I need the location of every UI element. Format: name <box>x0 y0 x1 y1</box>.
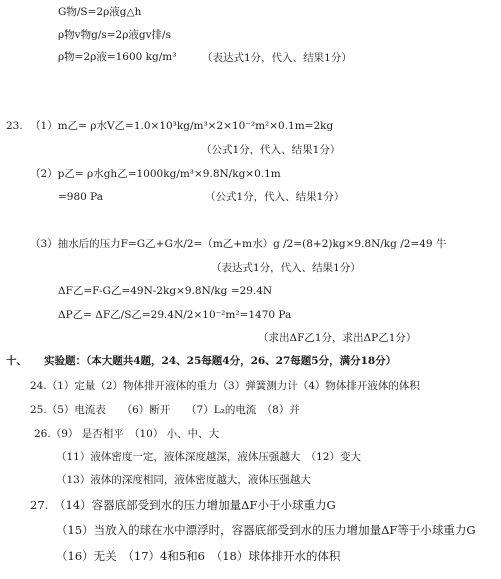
line-3-note: （表达式1分，代入、结果1分） <box>202 52 352 64</box>
line-1: G物/S=2ρ液g△h <box>58 6 142 18</box>
question-23-part-3: （3）抽水后的压力F=G乙+G水/2=（m乙+m水）g /2=(8+2)kg×9.8N/kg /2=49 牛 <box>30 238 447 250</box>
question-23-part-2-result: =980 Pa <box>58 191 104 203</box>
line-3: ρ物=2ρ液=1600 kg/m³ <box>58 51 177 63</box>
question-23-part-3-delta-p: ΔP乙= ΔF乙/S乙=29.4N/2×10⁻²m²=1470 Pa <box>58 309 292 321</box>
section-10-number: 十、 <box>6 355 27 367</box>
question-23-part-3-note: （表达式1分，代入、结果1分） <box>211 262 361 274</box>
question-24: 24.（1）定量（2）物体排开液体的重力（3）弹簧测力计（4）物体排开液体的体积 <box>30 380 420 392</box>
question-23-number: 23. <box>6 120 23 132</box>
line-2: ρ物v物g/s=2ρ液gv排/s <box>58 29 171 41</box>
question-27: 27. （14）容器底部受到水的压力增加量ΔF小于小球重力G <box>30 498 336 512</box>
question-25: 25.（5）电流表 （6）断开 （7）L₂的电流 （8）并 <box>30 404 300 416</box>
question-23-part-1-note: （公式1分，代入、结果1分） <box>201 144 341 156</box>
question-26-part-c: （13）液体的深度相同，液体密度越大，液体压强越大 <box>56 474 311 486</box>
question-26-part-b: （11）液体密度一定，液体深度越深，液体压强越大 （12）变大 <box>56 451 361 463</box>
question-23-part-2-note: （公式1分，代入、结果1分） <box>205 191 345 203</box>
section-10-title: 实验题：（本大题共4题，24、25每题4分，26、27每题5分，满分18分） <box>44 355 397 367</box>
question-26: 26.（9） 是否相平 （10） 小、中、大 <box>34 428 220 440</box>
question-27-part-c: （16）无关 （17）4和5和6 （18）球体排开水的体积 <box>56 549 341 563</box>
question-23-part-3-note-2: （求出ΔF乙1分，求出ΔP乙1分） <box>258 332 417 344</box>
question-23-part-1: （1）m乙= ρ水V乙=1.0×10³kg/m³×2×10⁻²m²×0.1m=2kg <box>30 120 334 132</box>
question-23-part-3-delta-f: ΔF乙=F-G乙=49N-2kg×9.8N/kg =29.4N <box>58 285 273 297</box>
question-27-part-b: （15）当放入的球在水中漂浮时，容器底部受到水的压力增加量ΔF等于小球重力G <box>56 523 476 537</box>
question-23-part-2: （2）p乙= ρ水gh乙=1000kg/m³×9.8N/kg×0.1m <box>30 168 281 180</box>
